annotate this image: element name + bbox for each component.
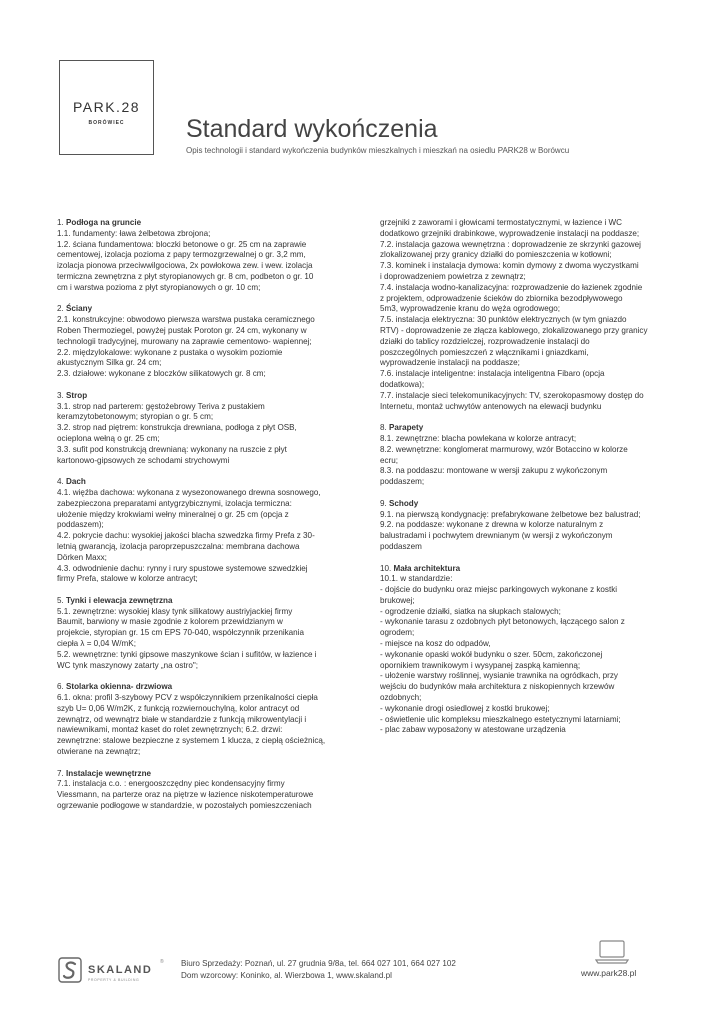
section-number: 5. xyxy=(57,595,64,605)
section-title: Strop xyxy=(66,390,88,400)
section-number: 2. xyxy=(57,304,64,314)
section-line: otwierane na zewnątrz; xyxy=(57,747,141,757)
section-title: Parapety xyxy=(389,423,424,433)
section xyxy=(57,477,343,585)
footer-contact xyxy=(181,958,456,981)
section-line: ozdobnych; xyxy=(380,693,422,703)
section-line: dodatkowo grzejniki drabinkowe, wyprowadzenie instalacji na poddasze; xyxy=(380,228,640,238)
section-line: dodatkowa); xyxy=(380,379,425,389)
laptop-icon xyxy=(595,940,629,964)
section-line: zabezpieczona preparatami antygrzybicznymi, izolacja termiczna: xyxy=(57,498,292,508)
section-line: 6.1. okna: profil 3-szybowy PCV z współczynnikiem przenikalności ciepła xyxy=(57,693,318,703)
section-line: ułożenie między krokwiami wełny mineralnej o gr. 25 cm (opcja z xyxy=(57,509,289,519)
section-title: Podłoga na gruncie xyxy=(66,218,142,227)
showroom-text: Dom wzorcowy: Koninko, al. Wierzbowa 1, www.skaland.pl xyxy=(181,970,392,980)
section-line: ocieplona wełną o gr. 25 cm; xyxy=(57,433,160,443)
section xyxy=(57,769,343,812)
section-line: ogrzewanie podłogowe w standardzie, w pozostałych pomieszczeniach xyxy=(57,801,312,811)
sales-office-text: Biuro Sprzedaży: Poznań, ul. 27 grudnia 9/8a, tel. 664 027 101, 664 027 102 xyxy=(181,959,456,968)
section-number: 4. xyxy=(57,477,64,487)
section xyxy=(57,391,343,467)
section-line: grzejniki z zaworami i głowicami termostatycznymi, w łazience i WC xyxy=(380,218,622,227)
section-title: Stolarka okienna- drzwiowa xyxy=(66,682,173,692)
section-line: - miejsce na kosz do odpadów, xyxy=(380,639,491,649)
section-line: 7.6. instalacje inteligentne: instalacja inteligentna Fibaro (opcja xyxy=(380,369,605,379)
section-line: 9.2. na poddasze: wykonane z drewna w kolorze naturalnym z xyxy=(380,520,604,530)
section-line: - wykonanie tarasu z ozdobnych płyt betonowych, łączącego salon z xyxy=(380,617,625,627)
section-line: zewnątrz, od wewnątrz białe w standardzie z funkcją mikrowentylacji i xyxy=(57,714,307,724)
section xyxy=(57,596,343,672)
section-line: 7.2. instalacja gazowa wewnętrzna : doprowadzenie ze skrzynki gazowej xyxy=(380,239,641,249)
section-line: 8.1. zewnętrzne: blacha powlekana w kolorze antracyt; xyxy=(380,433,577,443)
section-number: 1. xyxy=(57,218,64,227)
section-heading xyxy=(57,769,343,780)
section-line: 7.4. instalacja wodno-kanalizacyjna: rozprowadzenie do łazienek zgodnie xyxy=(380,282,643,292)
section-heading xyxy=(380,423,672,434)
section-line: technologii tradycyjnej, murowany na zaprawie cementowo- wapiennej; xyxy=(57,336,312,346)
right-column xyxy=(380,218,672,747)
section-line: Viessmann, na parterze oraz na piętrze w łazience niskotemperaturowe xyxy=(57,790,314,800)
section-line: firmy Prefa, stalowe w kolorze antracyt; xyxy=(57,574,198,584)
section-line: 7.5. instalacja elektryczna: 30 punktów elektrycznych (w tym gniazdo xyxy=(380,315,627,325)
section-heading xyxy=(57,682,343,693)
section-title: Schody xyxy=(389,498,419,508)
section-line: 8.2. wewnętrzne: konglomerat marmurowy, wzór Botaccino w kolorze xyxy=(380,444,628,454)
section-line: 1.2. ściana fundamentowa: bloczki betonowe o gr. 25 cm na zaprawie xyxy=(57,239,307,249)
section-line: z projektem, odprowadzenie ścieków do zbiornika bezodpływowego xyxy=(380,293,623,303)
section-line: - ułożenie warstwy roślinnej, wysianie trawnika na ogródkach, przy xyxy=(380,671,618,681)
section-line: poszczególnych pomieszczeń z włącznikami i gniazdkami, xyxy=(380,347,589,357)
section xyxy=(380,218,672,412)
section-line: brukowej; xyxy=(380,595,415,605)
section-number: 3. xyxy=(57,390,64,400)
section-line: ogrodem; xyxy=(380,628,415,638)
section-heading xyxy=(57,596,343,607)
section-line: kartonowo-gipsowych ze schodami strychowymi xyxy=(57,455,230,465)
section-line: wyprowadzenie instalacji na poddasze; xyxy=(380,358,520,368)
section-line: Baumit, barwiony w masie zgodnie z kolorem przewidzianym w xyxy=(57,617,283,627)
section-line: zlokalizowanej przy granicy działki do pomieszczenia w kotłowni; xyxy=(380,250,612,260)
section-title: Mała architektura xyxy=(393,563,461,573)
section-line: 8.3. na poddaszu: montowane w wersji zakupu z wykończonym xyxy=(380,466,608,476)
section-line: letnią gwarancją, izolacja paroprzepuszczalna: membrana dachowa xyxy=(57,541,300,551)
section-line: - dojście do budynku oraz miejsc parkingowych wykonane z kostki xyxy=(380,585,618,595)
section-line: szyb U= 0,06 W/m2K, z funkcją rozwiernouchylną, kolor antracyt od xyxy=(57,703,300,713)
section-line: - ogrodzenie działki, siatka na słupkach stalowych; xyxy=(380,606,561,616)
registered-mark: ® xyxy=(160,959,164,965)
section-line: 2.2. międzylokalowe: wykonane z pustaka o wysokim poziomie xyxy=(57,347,283,357)
section-line: - oświetlenie ulic kompleksu mieszkalnego estetycznymi latarniami; xyxy=(380,714,621,724)
section-title: Tynki i elewacja zewnętrzna xyxy=(66,595,173,605)
skaland-logo xyxy=(58,956,170,984)
section-line: 2.3. działowe: wykonane z bloczków silikatowych gr. 8 cm; xyxy=(57,369,266,379)
section-line: 4.3. odwodnienie dachu: rynny i rury spustowe systemowe szwedzkiej xyxy=(57,563,308,573)
brand-name: SKALAND xyxy=(88,964,153,976)
section-line: RTV) - doprowadzenie ze złącza kablowego, zlokalizowanego przy granicy xyxy=(380,325,648,335)
logo-name: PARK.28 xyxy=(72,99,141,115)
section-line: ciepła λ = 0,04 W/mK; xyxy=(57,639,136,649)
section-line: i doprowadzeniem powietrza z zewnątrz; xyxy=(380,271,526,281)
section-line: - wykonanie opaski wokół budynku o szer. 50cm, zakończonej xyxy=(380,649,603,659)
section xyxy=(380,564,672,737)
park28-logo xyxy=(59,60,154,155)
section-line: 4.2. pokrycie dachu: wysokiej jakości blacha szwedzka firmy Prefa z 30- xyxy=(57,531,315,541)
section-number: 8. xyxy=(380,423,387,433)
left-column xyxy=(57,218,343,823)
section-line: 5.2. wewnętrzne: tynki gipsowe maszynkowe ścian i sufitów, w łazience i xyxy=(57,649,317,659)
section-line: cementowej, izolacja pozioma z papy termozgrzewalnej o gr. 3,2 mm, xyxy=(57,250,306,260)
section-line: poddaszem; xyxy=(380,477,425,487)
page-subtitle: Opis technologii i standard wykończenia budynków mieszkalnych i mieszkań na osiedlu PARK28 w Borówcu xyxy=(186,146,570,155)
section-line: poddaszem xyxy=(380,541,422,551)
section-line: Dörken Maxx; xyxy=(57,552,107,562)
section-line: 10.1. w standardzie: xyxy=(380,574,453,584)
section-line: keramzytobetonowym; styropian o gr. 5 cm; xyxy=(57,412,214,422)
website-link[interactable]: www.park28.pl xyxy=(581,968,637,978)
section-line: - wykonanie drogi osiedlowej z kostki brukowej; xyxy=(380,703,550,713)
section xyxy=(380,499,672,553)
section-number: 6. xyxy=(57,682,64,692)
section-title: Dach xyxy=(66,477,86,487)
section-line: izolacja pionowa przeciwwilgociowa, 2x powłokowa zew. i wew. izolacja xyxy=(57,261,313,271)
section-line: WC tynk maszynowy zatarty „na ostro"; xyxy=(57,660,198,670)
section-line: opornikiem trawnikowym i wysypanej zaspką kamienną; xyxy=(380,660,581,670)
section-line: 7.1. instalacja c.o. : energooszczędny piec kondensacyjny firmy xyxy=(57,779,285,789)
section xyxy=(57,304,343,380)
page-title: Standard wykończenia xyxy=(186,115,438,143)
section-line: wejściu do budynków mała architektura z niskopiennych krzewów xyxy=(380,682,615,692)
section-number: 7. xyxy=(57,768,64,778)
section-line: działki do tablicy rozdzielczej, rozprowadzenie instalacji do xyxy=(380,336,590,346)
section-heading xyxy=(380,499,672,510)
section-line: 9.1. na pierwszą kondygnację: prefabrykowane żelbetowe bez balustrad; xyxy=(380,509,641,519)
section-line: 5.1. zewnętrzne: wysokiej klasy tynk silikatowy austriyjackiej firmy xyxy=(57,606,293,616)
section-line: 7.7. instalacje sieci telekomunikacyjnych: TV, szerokopasmowy dostęp do xyxy=(380,390,644,400)
section-line: poddaszem); xyxy=(57,520,104,530)
section-heading xyxy=(380,564,672,575)
section-line: 2.1. konstrukcyjne: obwodowo pierwsza warstwa pustaka ceramicznego xyxy=(57,315,315,325)
section-title: Instalacje wewnętrzne xyxy=(66,768,152,778)
section-line: projekcie, styropian gr. 15 cm EPS 70-040, współczynnik przenikania xyxy=(57,628,304,638)
section-line: akustycznym Silka gr. 24 cm; xyxy=(57,358,162,368)
section-line: 4.1. więźba dachowa: wykonana z wysezonowanego drewna sosnowego, xyxy=(57,487,321,497)
section-number: 10. xyxy=(380,563,392,573)
brand-tagline: PROPERTY & BUILDING xyxy=(88,978,140,982)
section-line: zewnętrzne: stalowe bezpieczne z systemem 1 klucza, z ciepłą ościeżnicą, xyxy=(57,736,326,746)
section-line: - plac zabaw wyposażony w atestowane urządzenia xyxy=(380,725,566,735)
section-line: 3.2. strop nad piętrem: konstrukcja drewniana, podłoga z płyt OSB, xyxy=(57,423,297,433)
section-line: Internetu, montaż uchwytów antenowych na elewacji budynku xyxy=(380,401,602,411)
section-line: ecru; xyxy=(380,455,398,465)
section-line: balustradami i pochwytem drewnianym (w wersji z wykończonym xyxy=(380,531,613,541)
section-line: 1.1. fundamenty: ława żelbetowa zbrojona; xyxy=(57,228,211,238)
section-heading xyxy=(57,304,343,315)
section xyxy=(57,218,343,294)
section-line: 7.3. kominek i instalacja dymowa: komin dymowy z dwoma wyczystkami xyxy=(380,261,639,271)
section-line: termiczna zewnętrzna z płyt styropianowych gr. 8 cm, podbeton o gr. 10 xyxy=(57,271,314,281)
section-title: Ściany xyxy=(66,304,93,314)
section-number: 9. xyxy=(380,498,387,508)
section-heading xyxy=(57,218,343,229)
section-line: nawiewnikami, montaż kaset do rolet zewnętrznych; 6.2. drzwi: xyxy=(57,725,283,735)
section xyxy=(57,682,343,758)
section-line: 3.3. sufit pod konstrukcją drewnianą: wykonany na ruszcie z płyt xyxy=(57,444,287,454)
logo-subtitle: BORÓWIEC xyxy=(88,120,125,126)
section-line: cm i warstwa pozioma z płyt styropianowych o gr. 10 cm; xyxy=(57,282,261,292)
section-line: 5m3, wyprowadzenie kranu do węża ogrodowego; xyxy=(380,304,560,314)
section xyxy=(380,423,672,488)
section-heading xyxy=(57,477,343,488)
section-line: 3.1. strop nad parterem: gęstożebrowy Teriva z pustakiem xyxy=(57,401,265,411)
section-heading xyxy=(57,391,343,402)
section-line: Roben Thermoziegel, powyżej pustak Poroton gr. 24 cm, wykonany w xyxy=(57,325,307,335)
